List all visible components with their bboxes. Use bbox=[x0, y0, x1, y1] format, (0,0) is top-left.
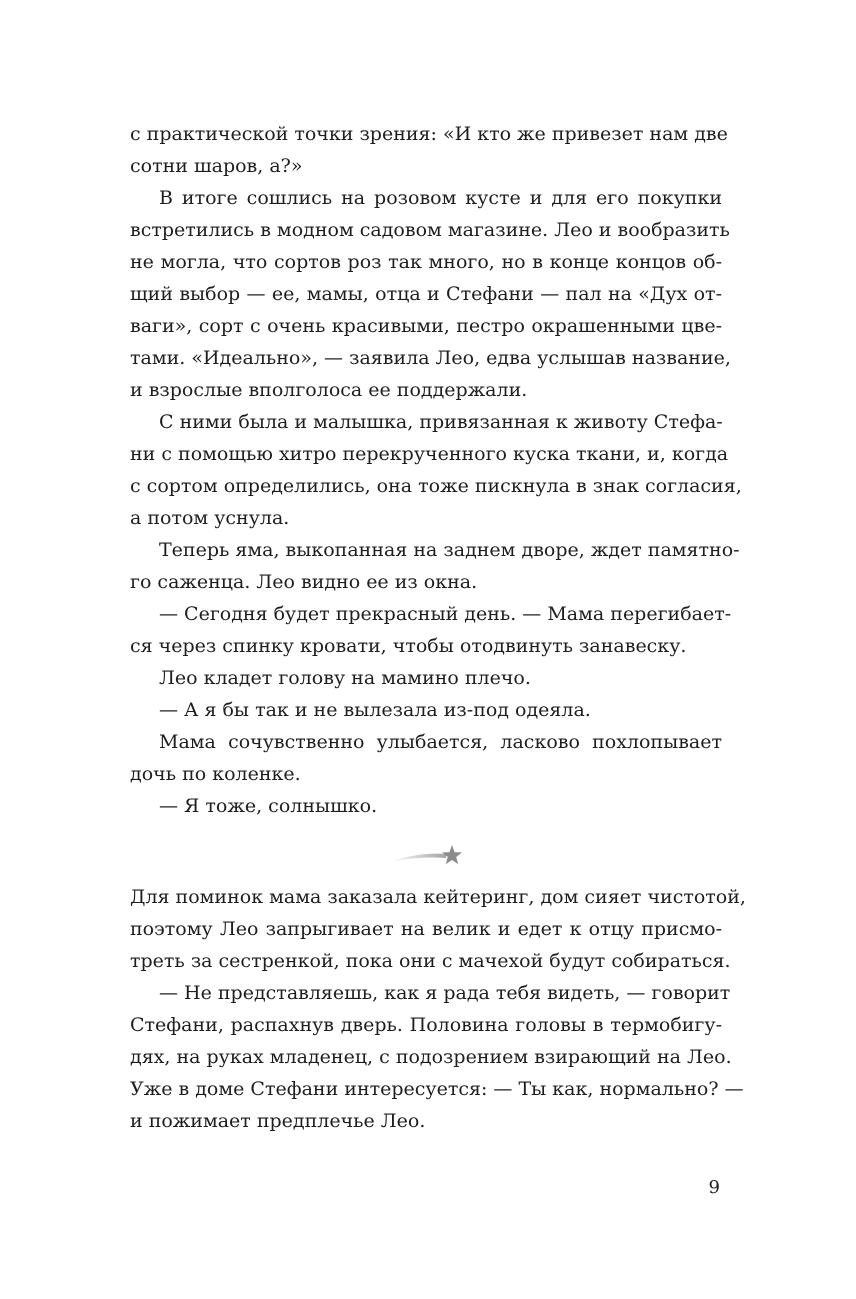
text-line: треть за сестренкой, пока они с мачехой будут собираться. bbox=[130, 950, 731, 972]
text-line: встретились в модном садовом магазине. Лео и вообразить bbox=[130, 219, 730, 241]
text-line: не могла, что сортов роз так много, но в конце концов об- bbox=[130, 251, 722, 273]
text-line: тами. «Идеально», — заявила Лео, едва услышав название, bbox=[130, 347, 731, 369]
text-line: Уже в доме Стефани интересуется: — Ты как, нормально? — bbox=[130, 1078, 744, 1100]
text-line: С ними была и малышка, привязанная к животу Стефа- bbox=[159, 411, 723, 433]
text-section-1 bbox=[130, 118, 742, 822]
text-line: — Не представляешь, как я рада тебя видеть, — говорит bbox=[159, 982, 731, 1004]
text-line: — Я тоже, солнышко. bbox=[159, 795, 378, 817]
text-line: ся через спинку кровати, чтобы отодвинуть занавеску. bbox=[130, 635, 687, 657]
text-line: — А я бы так и не вылезала из-под одеяла. bbox=[159, 699, 591, 721]
text-line: а потом уснула. bbox=[130, 507, 290, 529]
text-line: Лео кладет голову на мамино плечо. bbox=[159, 667, 531, 689]
text-line: Теперь яма, выкопанная на заднем дворе, ждет памятно- bbox=[159, 539, 740, 561]
text-line: дях, на руках младенец, с подозрением взирающий на Лео. bbox=[130, 1046, 732, 1068]
text-line: го саженца. Лео видно ее из окна. bbox=[130, 571, 478, 593]
text-line: с практической точки зрения: «И кто же привезет нам две bbox=[130, 123, 728, 145]
text-line: ни с помощью хитро перекрученного куска ткани, и, когда bbox=[130, 443, 729, 465]
text-line: поэтому Лео запрыгивает на велик и едет к отцу присмо- bbox=[130, 918, 722, 940]
text-line: ваги», сорт с очень красивыми, пестро окрашенными цве- bbox=[130, 315, 722, 337]
text-line: дочь по коленке. bbox=[130, 763, 301, 785]
text-line: и пожимает предплечье Лео. bbox=[130, 1110, 426, 1132]
text-line: щий выбор — ее, мамы, отца и Стефани — пал на «Дух от- bbox=[130, 283, 722, 305]
text-line: — Сегодня будет прекрасный день. — Мама перегибает- bbox=[159, 603, 732, 625]
text-line: Для поминок мама заказала кейтеринг, дом сияет чистотой, bbox=[130, 886, 746, 908]
text-section-2 bbox=[130, 881, 746, 1137]
text-line: и взрослые вполголоса ее поддержали. bbox=[130, 379, 528, 401]
text-line: сотни шаров, а?» bbox=[130, 155, 303, 177]
shooting-star-icon bbox=[388, 842, 468, 870]
text-line: Стефани, распахнув дверь. Половина головы в термобигу- bbox=[130, 1014, 722, 1036]
text-line: с сортом определились, она тоже пискнула в знак согласия, bbox=[130, 475, 742, 497]
page-number: 9 bbox=[708, 1177, 720, 1198]
text-line: В итоге сошлись на розовом кусте и для его покупки bbox=[159, 187, 722, 209]
text-line: Мама сочувственно улыбается, ласково похлопывает bbox=[159, 731, 722, 753]
